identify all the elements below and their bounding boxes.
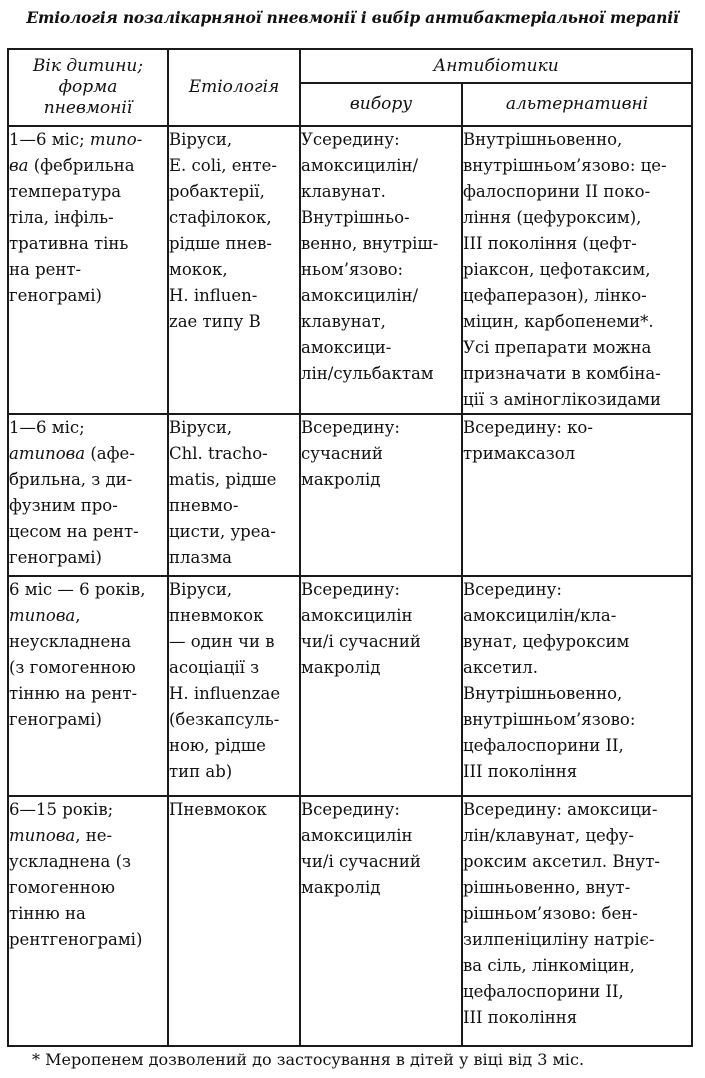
age-text: 1—6 міс; [9, 130, 90, 149]
cell-line: зилпеніциліну натріє- [463, 930, 655, 949]
cell-line: цисти, уреа- [169, 522, 276, 541]
cell-line: рідше пнев- [169, 234, 272, 253]
cell-line: Всередину: [463, 580, 562, 599]
age-text: (афе- [85, 444, 135, 463]
cell-line [9, 577, 167, 603]
cell-line: ва сіль, лінкоміцин, [463, 956, 635, 975]
cell-line: призначати в комбіна- [463, 364, 661, 383]
cell-line [9, 231, 167, 257]
cell-line [9, 603, 167, 629]
cell-line: рішньом’язово: бен- [463, 904, 638, 923]
pneumonia-form-text: атипова [9, 444, 86, 463]
cell-line: макролід [301, 878, 381, 897]
cell-line [9, 849, 167, 875]
cell-line: (безкапсуль- [169, 710, 280, 729]
cell-line: пневмо- [169, 496, 239, 515]
cell-line [9, 655, 167, 681]
cell-line: — один чи в [169, 632, 275, 651]
age-text: генограмі) [9, 548, 102, 567]
table-row [8, 126, 692, 414]
age-text: гомогенною [9, 878, 116, 897]
cell-choice [300, 126, 462, 414]
cell-line: Всередину: амоксици- [463, 800, 658, 819]
cell-line: III покоління (цефт- [463, 234, 637, 253]
cell-line: Віруси, [169, 130, 233, 149]
age-text: 6 міс — 6 років, [9, 580, 146, 599]
age-text: брильна, з ди- [9, 470, 133, 489]
cell-line: роксим аксетил. Внут- [463, 852, 660, 871]
cell-line [9, 283, 167, 309]
header-age-form [8, 49, 168, 126]
cell-line: внутрішньом’язово: це- [463, 156, 667, 175]
cell-line [9, 875, 167, 901]
cell-line: макролід [301, 658, 381, 677]
age-text: тіла, інфіль- [9, 208, 114, 227]
cell-line [9, 127, 167, 153]
cell-line: амоксици- [301, 338, 392, 357]
cell-line: цефалоспорини II, [463, 736, 624, 755]
cell-line: H. influenzae [169, 684, 281, 703]
cell-line [9, 629, 167, 655]
cell-line: ління (цефуроксим), [463, 208, 642, 227]
cell-line: сучасний [301, 444, 383, 463]
header-etiology: Етіологія [168, 49, 300, 126]
cell-line: клавунат, [301, 312, 386, 331]
cell-line: амоксицилін/кла- [463, 606, 617, 625]
table-row [8, 576, 692, 796]
cell-line: амоксицилін/ [301, 286, 419, 305]
footnote: * Меропенем дозволений до застосування в дітей у віці від 3 міс. [32, 1050, 585, 1069]
age-text: рентгенограмі) [9, 930, 143, 949]
cell-line [9, 415, 167, 441]
cell-line: H. influen- [169, 286, 258, 305]
age-text: тративна тінь [9, 234, 129, 253]
pneumonia-form-text: типова [9, 606, 76, 625]
cell-alternative [462, 126, 692, 414]
age-text: генограмі) [9, 286, 102, 305]
cell-line: Всередину: [301, 418, 400, 437]
pneumonia-form-text: типова [9, 826, 76, 845]
antibiotic-table [7, 48, 693, 1047]
age-text: 1—6 міс; [9, 418, 85, 437]
cell-line: ною, рідше [169, 736, 266, 755]
cell-line: венно, внутріш- [301, 234, 439, 253]
table-body [8, 126, 692, 1046]
cell-line: Внутрішньовенно, [463, 130, 623, 149]
age-text: фузним про- [9, 496, 118, 515]
cell-line: лін/клавунат, цефу- [463, 826, 634, 845]
age-text: (з гомогенною [9, 658, 136, 677]
cell-line: Усередину: [301, 130, 400, 149]
cell-age-form [8, 414, 168, 576]
cell-line [9, 797, 167, 823]
cell-line: плазма [169, 548, 232, 567]
cell-alternative [462, 414, 692, 576]
header-antibiotics: Антибіотики [300, 49, 692, 83]
cell-line: Chl. tracho- [169, 444, 268, 463]
cell-line [9, 467, 167, 493]
cell-line: лін/сульбактам [301, 364, 434, 383]
cell-line: Всередину: [301, 800, 400, 819]
age-text: неускладнена [9, 632, 132, 651]
cell-line: амоксицилін/ [301, 156, 419, 175]
age-text: (фебрильна [28, 156, 135, 175]
cell-line: Віруси, [169, 418, 233, 437]
cell-line: ріаксон, цефотаксим, [463, 260, 651, 279]
cell-alternative [462, 796, 692, 1046]
cell-line: аксетил. [463, 658, 539, 677]
cell-etiology [168, 414, 300, 576]
cell-line [9, 257, 167, 283]
cell-line: мокок, [169, 260, 228, 279]
header-age-form-line: пневмонії [43, 98, 133, 118]
age-text: тінню на рент- [9, 684, 138, 703]
age-text: на рент- [9, 260, 82, 279]
cell-age-form [8, 126, 168, 414]
cell-line: асоціації з [169, 658, 260, 677]
cell-line: Внутрішньовенно, [463, 684, 623, 703]
header-alternative: альтернативні [462, 83, 692, 126]
cell-line: амоксицилін [301, 826, 413, 845]
cell-line: тип ab) [169, 762, 233, 781]
cell-line [9, 927, 167, 953]
cell-line: фалоспорини II поко- [463, 182, 651, 201]
pneumonia-form-text: типо- [89, 130, 143, 149]
cell-choice [300, 796, 462, 1046]
cell-age-form [8, 576, 168, 796]
cell-line: тримаксазол [463, 444, 576, 463]
age-text: температура [9, 182, 122, 201]
age-text: генограмі) [9, 710, 102, 729]
age-text: 6—15 років; [9, 800, 114, 819]
cell-etiology [168, 796, 300, 1046]
age-text: цесом на рент- [9, 522, 139, 541]
cell-line [9, 707, 167, 733]
cell-choice [300, 576, 462, 796]
cell-line: Пневмокок [169, 800, 267, 819]
cell-line: цефалоспорини II, [463, 982, 624, 1001]
cell-line [9, 205, 167, 231]
table-title: Етіологія позалікарняної пневмонії і вибір антибактеріальної терапії [26, 8, 679, 27]
cell-line [9, 545, 167, 571]
age-text: ускладнена (з [9, 852, 132, 871]
cell-line [9, 493, 167, 519]
cell-line: вунат, цефуроксим [463, 632, 630, 651]
age-text: , не- [75, 826, 113, 845]
cell-line: Всередину: [301, 580, 400, 599]
cell-etiology [168, 576, 300, 796]
cell-line: ньом’язово: [301, 260, 404, 279]
header-choice: вибору [300, 83, 462, 126]
cell-line: амоксицилін [301, 606, 413, 625]
cell-line: клавунат. [301, 182, 386, 201]
cell-line: E. coli, енте- [169, 156, 277, 175]
cell-line: Усі препарати можна [463, 338, 652, 357]
cell-line: рішньовенно, внут- [463, 878, 631, 897]
cell-line [9, 823, 167, 849]
cell-choice [300, 414, 462, 576]
pneumonia-form-text: ва [9, 156, 29, 175]
header-age-form-line: форма [58, 77, 118, 97]
table-row [8, 414, 692, 576]
cell-line: ції з аміноглікозидами [463, 390, 662, 409]
cell-etiology [168, 126, 300, 414]
cell-line: міцин, карбопенеми*. [463, 312, 654, 331]
cell-line: макролід [301, 470, 381, 489]
cell-line: matis, рідше [169, 470, 277, 489]
age-text: , [75, 606, 81, 625]
cell-line: III покоління [463, 1008, 578, 1027]
cell-line [9, 441, 167, 467]
cell-line [9, 153, 167, 179]
cell-line [9, 681, 167, 707]
cell-line: чи/і сучасний [301, 632, 421, 651]
cell-line [9, 179, 167, 205]
cell-line: внутрішньом’язово: [463, 710, 636, 729]
cell-line [9, 901, 167, 927]
header-age-form-line: Вік дитини; [32, 56, 144, 76]
cell-line: чи/і сучасний [301, 852, 421, 871]
cell-line: цефаперазон), лінко- [463, 286, 647, 305]
cell-age-form [8, 796, 168, 1046]
cell-line: Внутрішньо- [301, 208, 410, 227]
cell-line: zae типу В [169, 312, 261, 331]
cell-line: стафілокок, [169, 208, 272, 227]
cell-line: робактерії, [169, 182, 265, 201]
cell-line: Віруси, [169, 580, 233, 599]
table-row [8, 796, 692, 1046]
cell-alternative [462, 576, 692, 796]
cell-line: III покоління [463, 762, 578, 781]
age-text: тінню на [9, 904, 86, 923]
cell-line [9, 519, 167, 545]
cell-line: пневмокок [169, 606, 264, 625]
cell-line: Всередину: ко- [463, 418, 593, 437]
